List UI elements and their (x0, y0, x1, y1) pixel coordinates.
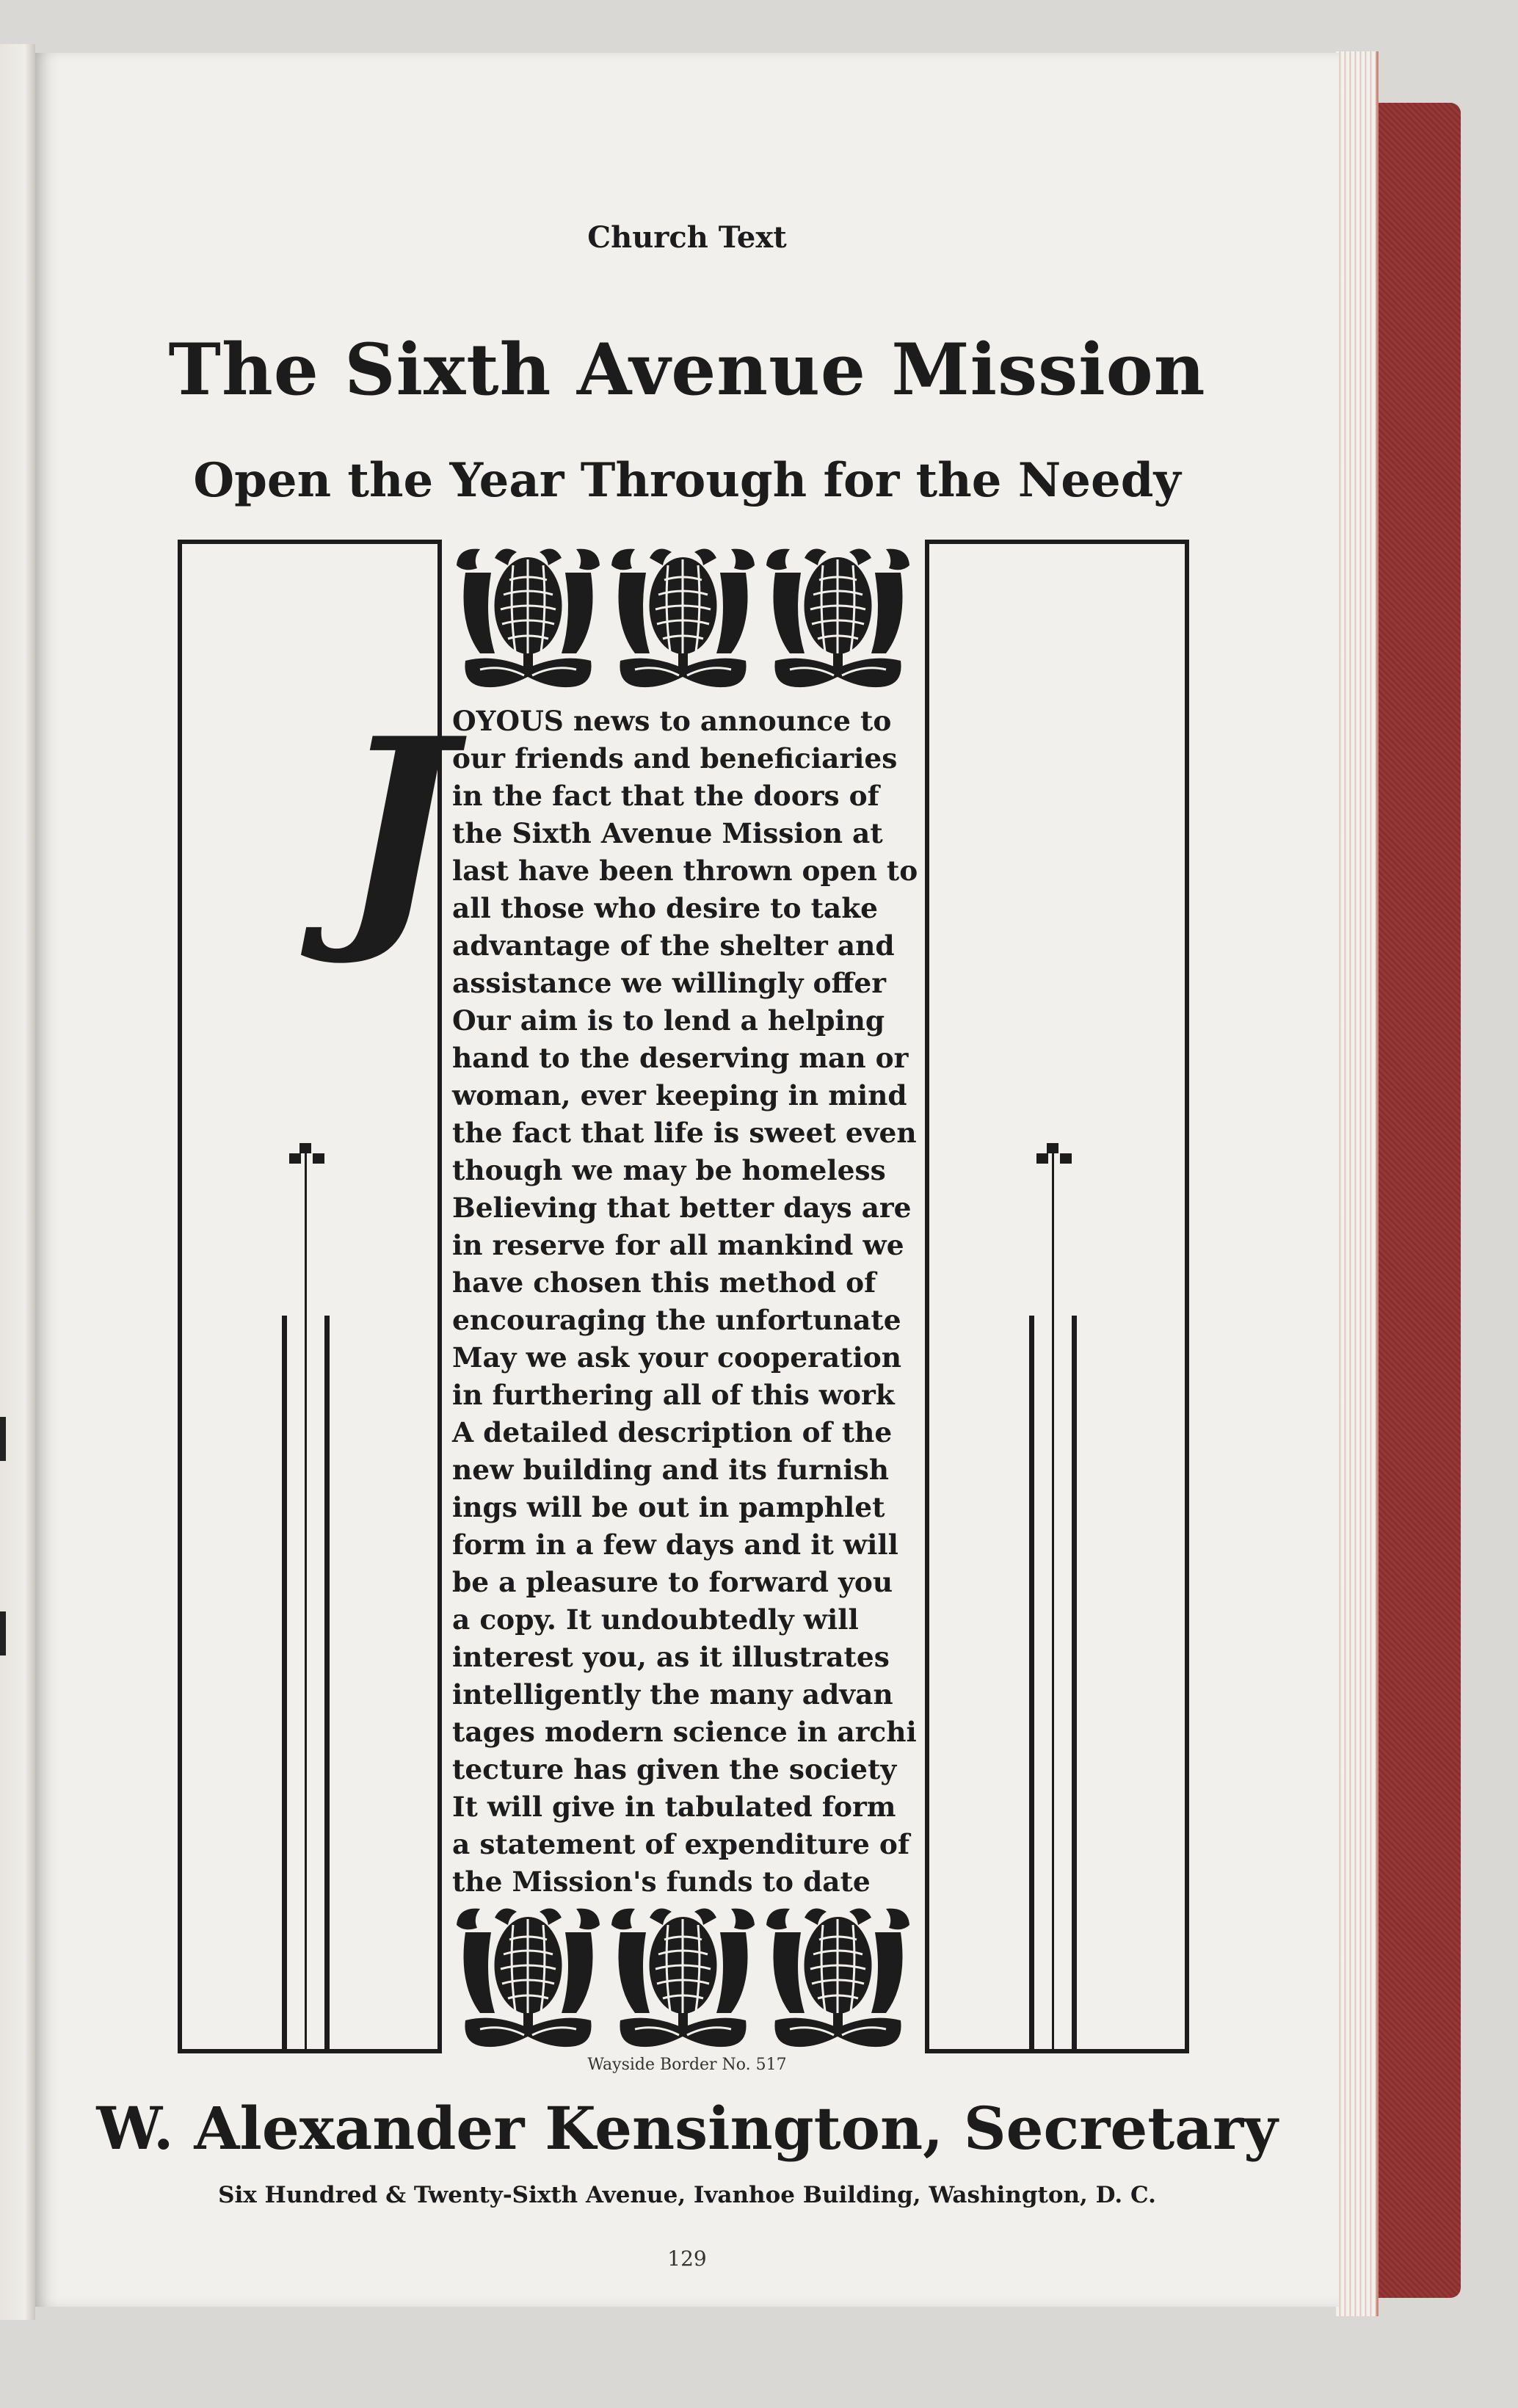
body-line: last have been thrown open to (452, 855, 918, 887)
body-line: though we may be homeless (452, 1154, 886, 1186)
body-line: new building and its furnish (452, 1454, 890, 1486)
left-stem-ornament (254, 1143, 371, 2053)
body-line: in the fact that the doors of (452, 780, 879, 812)
body-line: ings will be out in pamphlet (452, 1491, 885, 1523)
signature-address: Six Hundred & Twenty-Sixth Avenue, Ivanhoe Building, Washington, D. C. (218, 2182, 1156, 2208)
facing-page-mark (0, 1417, 6, 1461)
body-line: intelligently the many advan (452, 1678, 893, 1711)
body-line: the fact that life is sweet even (452, 1117, 917, 1149)
body-line: the Mission's funds to date (452, 1865, 871, 1898)
page-title: The Sixth Avenue Mission (168, 328, 1206, 411)
body-line: a statement of expenditure of (452, 1828, 910, 1860)
body-line: It will give in tabulated form (452, 1791, 896, 1823)
body-line: assistance we willingly offer (452, 967, 886, 999)
body-line: be a pleasure to forward you (452, 1566, 893, 1598)
facing-page-mark (0, 1611, 6, 1656)
book-page (35, 53, 1339, 2307)
body-line: have chosen this method of (452, 1266, 876, 1299)
body-line: OYOUS news to announce to (452, 705, 892, 737)
body-line: tecture has given the society (452, 1753, 897, 1785)
body-line: Believing that better days are (452, 1192, 912, 1224)
body-line: the Sixth Avenue Mission at (452, 817, 883, 849)
body-line: advantage of the shelter and (452, 929, 895, 962)
body-line: in furthering all of this work (452, 1379, 895, 1411)
body-text (452, 703, 918, 1901)
body-line: May we ask your cooperation (452, 1341, 902, 1374)
body-line: in reserve for all mankind we (452, 1229, 904, 1261)
body-line: all those who desire to take (452, 892, 879, 924)
body-line: form in a few days and it will (452, 1528, 898, 1561)
page-number: 129 (667, 2246, 707, 2271)
border-caption: Wayside Border No. 517 (587, 2056, 787, 2074)
body-line: Our aim is to lend a helping (452, 1004, 885, 1037)
body-line: encouraging the unfortunate (452, 1304, 901, 1336)
header-label: Church Text (587, 220, 787, 255)
floral-ornament-top (451, 540, 916, 694)
body-line: tages modern science in archi (452, 1716, 917, 1748)
page-edges (1336, 51, 1379, 2316)
page-subtitle: Open the Year Through for the Needy (193, 453, 1181, 508)
signature-name: W. Alexander Kensington, Secretary (96, 2094, 1278, 2163)
floral-ornament-bottom (451, 1899, 916, 2053)
drop-cap: J (338, 685, 454, 970)
body-line: our friends and beneficiaries (452, 742, 898, 775)
body-line: A detailed description of the (452, 1416, 893, 1448)
book-cover (1373, 103, 1461, 2298)
body-line: a copy. It undoubtedly will (452, 1603, 859, 1636)
body-line: woman, ever keeping in mind (452, 1079, 907, 1111)
body-line: interest you, as it illustrates (452, 1641, 890, 1673)
body-line: hand to the deserving man or (452, 1042, 909, 1074)
right-stem-ornament (1001, 1143, 1119, 2053)
facing-page-edge (0, 44, 35, 2320)
